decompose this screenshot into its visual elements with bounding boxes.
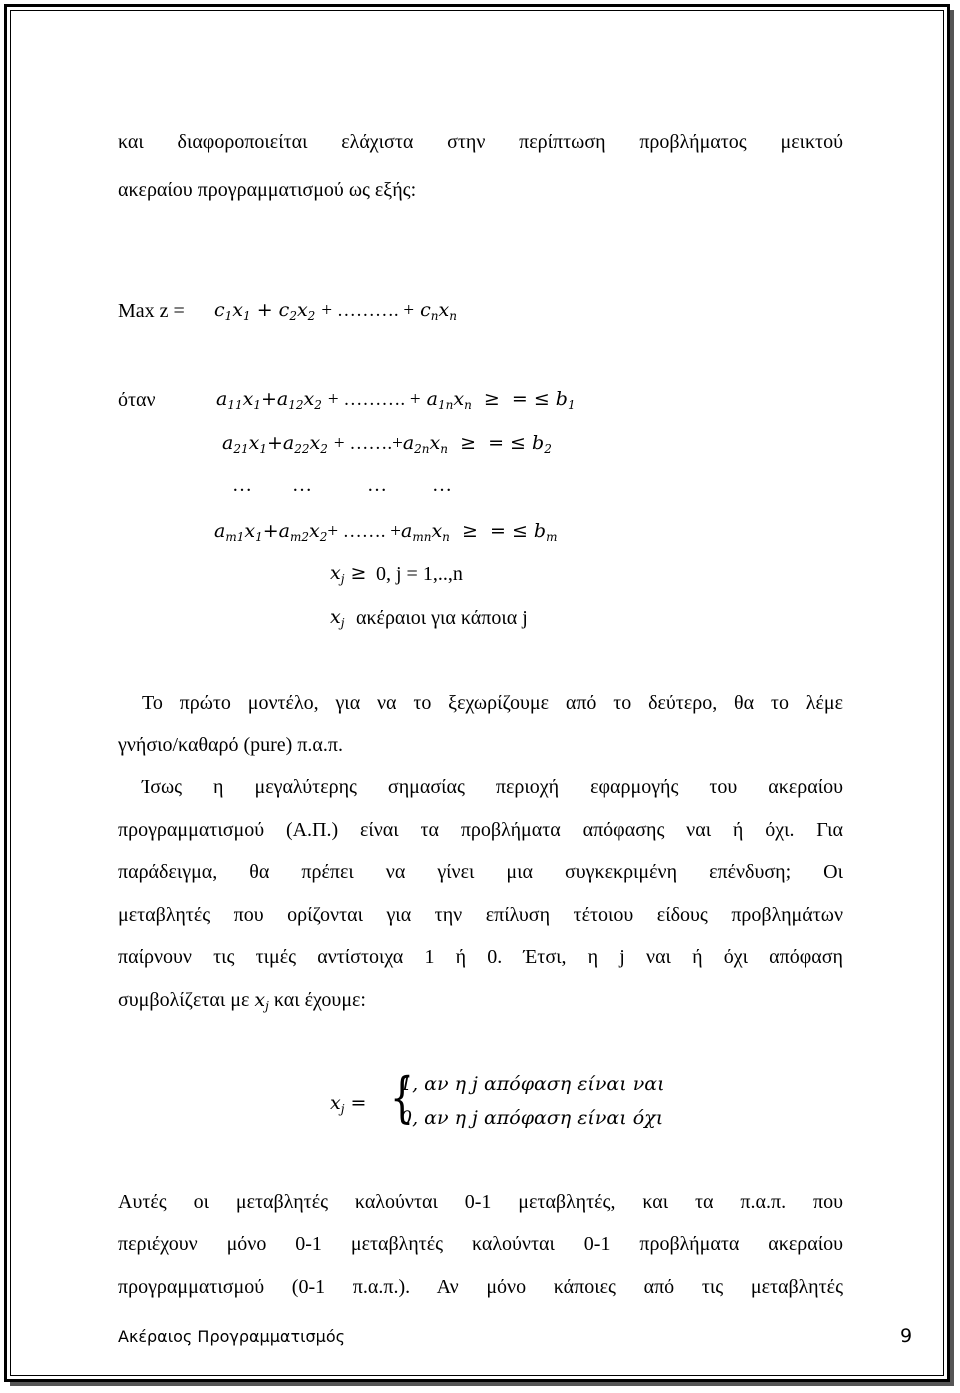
integer-var: $x_j$	[330, 606, 345, 630]
text-line: και διαφοροποιείται ελάχιστα στην περίπτωση προβλήματος μεικτού	[118, 131, 843, 153]
text-line: παράδειγμα, θα πρέπει να γίνει μια συγκεκριμένη επένδυση; Οι	[118, 861, 843, 883]
objective-label: Max z =	[118, 300, 185, 322]
text-line: προγραμματισμού (Α.Π.) είναι τα προβλήματα απόφασης ναι ή όχι. Για	[118, 819, 843, 841]
integer-constraint: ακέραιοι για κάποια j	[356, 607, 528, 629]
text-line: μεταβλητές που ορίζονται για την επίλυση τέτοιου είδους προβλημάτων	[118, 904, 843, 926]
text-line: συμβολίζεται με $x_j$ και έχουμε:	[118, 989, 366, 1013]
page-shadow	[950, 10, 954, 1386]
nonneg-var: $x_j$ ≥	[330, 562, 367, 586]
brace-symbol: {	[390, 1066, 415, 1129]
text-line: παίρνουν τις τιμές αντίστοιχα 1 ή 0. Έτσι, η j ναι ή όχι απόφαση	[118, 946, 843, 968]
text-line: Ίσως η μεγαλύτερης σημασίας περιοχή εφαρμογής του ακεραίου	[142, 776, 843, 798]
text-line: περιέχουν μόνο 0-1 μεταβλητές καλούνται 0-1 προβλήματα ακεραίου	[118, 1233, 843, 1255]
case-2: 0, αν η j απόφαση είναι όχι	[400, 1107, 664, 1129]
text-line: Αυτές οι μεταβλητές καλούνται 0-1 μεταβλητές, και τα π.α.π. που	[118, 1191, 843, 1213]
nonneg-constraint: 0, j = 1,..,n	[376, 563, 463, 585]
text-line: γνήσιο/καθαρό (pure) π.α.π.	[118, 734, 344, 756]
page-number: 9	[900, 1325, 913, 1347]
page-shadow	[10, 1382, 954, 1386]
text-line: προγραμματισμού (0-1 π.α.π.). Αν μόνο κάποιες από τις μεταβλητές	[118, 1276, 843, 1298]
piecewise-var: $x_j$ =	[330, 1092, 367, 1116]
text-line: ακεραίου προγραμματισμού ως εξής:	[118, 179, 417, 201]
ellipsis-row: … … … …	[232, 474, 452, 496]
constraint-label: όταν	[118, 389, 156, 411]
text-line: Το πρώτο μοντέλο, για να το ξεχωρίζουμε από το δεύτερο, θα το λέμε	[142, 692, 843, 714]
objective-function: $c_1x_1 + c_2x_2$ + ………. + $c_nx_n$	[214, 299, 457, 323]
constraint-1: $a_{11}x_1+a_{12}x_2$ + ………. + $a_{1n}x_n$ ≥ = ≤ $b_1$	[216, 388, 576, 412]
footer-title: Ακέραιος Προγραμματισμός	[118, 1327, 346, 1346]
case-1: 1, αν η j απόφαση είναι ναι	[400, 1073, 665, 1095]
constraint-2: $a_{21}x_1+a_{22}x_2$ + $\dots\dots.+a_{2n}x_n$ ≥ = ≤ $b_2$	[222, 432, 552, 456]
constraint-m: $a_{m1}x_1+a_{m2}x_2+$ ……. $+a_{mn}x_n$ ≥ = ≤ $b_m$	[214, 520, 558, 544]
